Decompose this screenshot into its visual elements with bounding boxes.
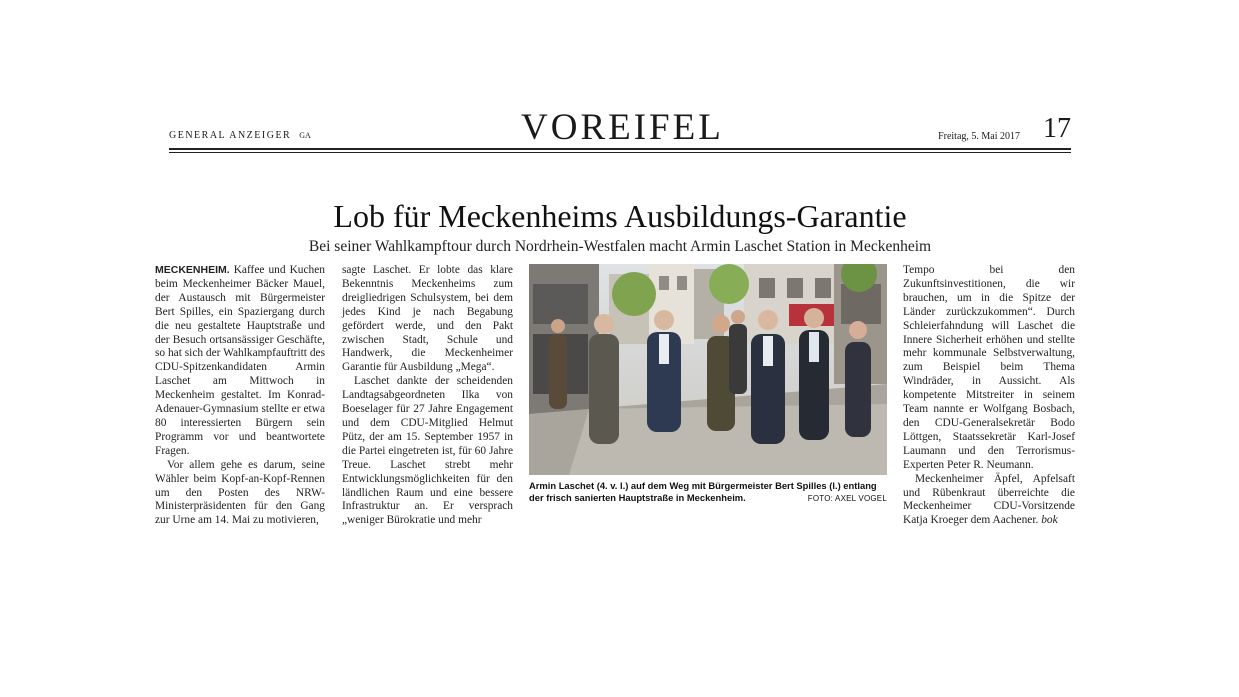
article-paragraph: sagte Laschet. Er lobte das klare Bekenntnis Meckenheims zum dreigliedrigen Schulsystem, bei dem jedes Kind je nach Begabung gefördert werde, und den Pakt zwischen Stadt, Schule und Handwerk, die Meckenheimer Garantie für Ausbildung „Mega“. [342, 264, 513, 374]
page-number: 17 [1043, 113, 1071, 144]
article-column-3 [903, 264, 1075, 528]
paragraph-text: Meckenheimer Äpfel, Apfelsaft und Rübenkraut überreichte die Meckenheimer CDU-Vorsitzende Katja Kroeger dem Aachener. [903, 472, 1075, 527]
section-title: VOREIFEL [521, 107, 724, 148]
photo-credit: FOTO: AXEL VOGEL [807, 494, 887, 503]
article-column-2 [342, 264, 513, 528]
article-subheadline: Bei seiner Wahlkampftour durch Nordrhein-Westfalen macht Armin Laschet Station in Meckenheim [308, 238, 932, 255]
article-paragraph [155, 264, 325, 459]
issue-date: Freitag, 5. Mai 2017 [938, 131, 1020, 142]
article-paragraph: Tempo bei den Zukunftsinvestitionen, die wir brauchen, um in die Spitze der Länder zurückzukommen“. Durch Schleierfahndung will Laschet die Innere Sicherheit erhöhen und stellte mehr kommunale Selbstverwaltung, zum Beispiel beim Thema Windräder, in Aussicht. Als kompetente Mitstreiter in seinem Team nannte er Wolfgang Bosbach, den CDU-Generalsekretär Bodo Löttgen, Staatssekretär Karl-Josef Laumann und den Terrorismus-Experten Peter R. Neumann. [903, 264, 1075, 471]
photo-caption [529, 480, 887, 505]
article-paragraph [903, 473, 1075, 529]
author-signature: bok [1041, 514, 1058, 527]
caption-text: Armin Laschet (4. v. l.) auf dem Weg mit Bürgermeister Bert Spilles (l.) entlang der frisch sanierten Hauptstraße in Meckenheim. [529, 480, 877, 503]
article-paragraph: Vor allem gehe es darum, seine Wähler beim Kopf-an-Kopf-Rennen um den Posten des NRW-Ministerpräsidenten für den Gang zur Urne am 14. Mai zu motivieren, [155, 458, 325, 527]
article-column-1 [155, 264, 325, 528]
newspaper-name-text: GENERAL ANZEIGER [169, 130, 292, 141]
paragraph-text: Kaffee und Kuchen beim Meckenheimer Bäcker Mauel, der Austausch mit Bürgermeister Bert Spilles, ein Spaziergang durch die neu gestaltete Hauptstraße und der Besuch ortsansässiger Geschäfte, so hat sich der Wahlkampfauftritt des CDU-Spitzenkandidaten Armin Laschet am Mittwoch in Meckenheim gestaltet. Im Konrad-Adenauer-Gymnasium stellte er etwa 80 interessierten Bürgern sein Programm vor und beantwortete Fragen. [155, 264, 326, 457]
article-photo [529, 264, 887, 475]
article-headline: Lob für Meckenheims Ausbildungs-Garantie [333, 198, 907, 234]
dateline: MECKENHEIM. [155, 264, 230, 276]
header-rule-thin [169, 152, 1071, 153]
article-paragraph: Laschet dankte der scheidenden Landtagsabgeordneten Ilka von Boeselager für 27 Jahre Engagement und dem CDU-Mitglied Helmut Pütz, der am 15. September 1957 in die Partei eingetreten ist, für 60 Jahre Treue. Laschet strebt mehr Entwicklungsmöglichkeiten für den ländlichen Raum und eine bessere Infrastruktur an. Er versprach „weniger Bürokratie und mehr [342, 375, 513, 527]
newspaper-name [169, 130, 311, 141]
newspaper-logo-mark: GA [299, 131, 311, 140]
street-scene-photo [529, 264, 887, 475]
header-rule-thick [169, 148, 1071, 150]
